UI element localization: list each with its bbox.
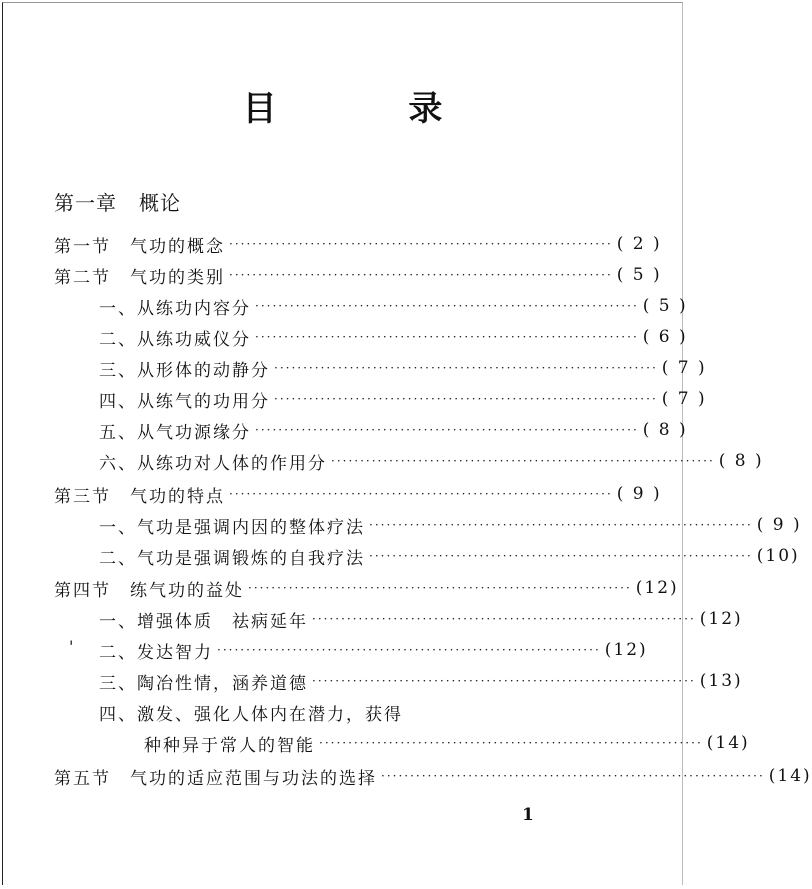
dot-leader: ·································································· <box>319 736 703 750</box>
toc-page: ( 9 ) <box>616 484 662 504</box>
toc-page: (10) <box>756 546 800 566</box>
dot-leader: ·································································· <box>229 237 613 251</box>
toc-label: 种种异于常人的智能 <box>144 735 315 756</box>
toc-entry[interactable] <box>54 229 662 259</box>
toc-entry[interactable] <box>99 697 549 727</box>
document-page <box>2 2 812 885</box>
toc-label: 三、从形体的动静分 <box>99 360 270 381</box>
page-number: 1 <box>522 805 534 825</box>
toc-page: ( 7 ) <box>661 358 707 378</box>
toc-label: 一、气功是强调内因的整体疗法 <box>99 517 365 538</box>
toc-page: (12) <box>635 578 679 598</box>
toc-label: 第一节 气功的概念 <box>54 236 225 257</box>
toc-page: ( 2 ) <box>616 234 662 254</box>
dot-leader: ·································································· <box>369 518 753 532</box>
toc-entry[interactable] <box>99 291 688 321</box>
toc-entry[interactable] <box>99 353 707 383</box>
dot-leader: ·································································· <box>255 330 639 344</box>
toc-label: 第二节 气功的类别 <box>54 267 225 288</box>
toc-page: (12) <box>699 609 743 629</box>
toc-label: 一、从练功内容分 <box>99 298 251 319</box>
dot-leader: ·································································· <box>229 268 613 282</box>
toc-entry[interactable] <box>99 666 743 696</box>
stray-mark: ' <box>69 637 74 656</box>
toc-page: (13) <box>699 671 743 691</box>
toc-page: ( 9 ) <box>756 515 802 535</box>
toc-label: 二、气功是强调锻炼的自我疗法 <box>99 548 365 569</box>
toc-entry[interactable] <box>54 761 812 791</box>
chapter-heading <box>54 187 181 216</box>
dot-leader: ·································································· <box>312 612 696 626</box>
toc-entry[interactable] <box>54 260 662 290</box>
toc-entry[interactable] <box>99 384 707 414</box>
toc-label: 二、从练功威仪分 <box>99 329 251 350</box>
toc-entry[interactable] <box>54 479 662 509</box>
toc-page: ( 6 ) <box>642 327 688 347</box>
dot-leader: ·································································· <box>248 581 632 595</box>
toc-page: (12) <box>604 640 648 660</box>
toc-label: 第三节 气功的特点 <box>54 486 225 507</box>
toc-entry[interactable] <box>99 604 743 634</box>
dot-leader: ·································································· <box>274 361 658 375</box>
dot-leader: ·································································· <box>229 487 613 501</box>
dot-leader: ·································································· <box>217 643 601 657</box>
toc-page: ( 8 ) <box>718 451 764 471</box>
toc-label: 一、增强体质 祛病延年 <box>99 611 308 632</box>
dot-leader: ·································································· <box>255 423 639 437</box>
dot-leader: ·································································· <box>331 454 715 468</box>
toc-label: 第四节 练气功的益处 <box>54 580 244 601</box>
toc-label: 六、从练功对人体的作用分 <box>99 453 327 474</box>
toc-page: ( 7 ) <box>661 389 707 409</box>
toc-entry[interactable] <box>99 322 688 352</box>
toc-entry[interactable] <box>54 573 679 603</box>
dot-leader: ·································································· <box>255 299 639 313</box>
toc-label: 第五节 气功的适应范围与功法的选择 <box>54 768 377 789</box>
toc-entry[interactable] <box>99 541 800 571</box>
toc-label: 五、从气功源缘分 <box>99 422 251 443</box>
toc-label: 四、从练气的功用分 <box>99 391 270 412</box>
dot-leader: ·································································· <box>381 769 765 783</box>
toc-entry[interactable] <box>144 728 750 758</box>
dot-leader: ·································································· <box>369 549 753 563</box>
chapter-number: 第一章 <box>54 191 117 215</box>
toc-label: 四、激发、强化人体内在潜力，获得 <box>99 704 403 725</box>
dot-leader: ·································································· <box>274 392 658 406</box>
toc-entry[interactable] <box>99 415 688 445</box>
toc-page: (14) <box>706 733 750 753</box>
toc-label: 二、发达智力 <box>99 642 213 663</box>
toc-page: ( 8 ) <box>642 420 688 440</box>
toc-page: (14) <box>768 766 812 786</box>
toc-label: 三、陶冶性情，涵养道德 <box>99 673 308 694</box>
toc-entry[interactable] <box>99 510 802 540</box>
dot-leader: ·································································· <box>312 674 696 688</box>
toc-page: ( 5 ) <box>642 296 688 316</box>
toc-page: ( 5 ) <box>616 265 662 285</box>
toc-entry[interactable] <box>99 635 648 665</box>
chapter-name: 概论 <box>139 191 181 215</box>
page-title: 目 录 <box>242 89 503 129</box>
toc-entry[interactable] <box>99 446 764 476</box>
